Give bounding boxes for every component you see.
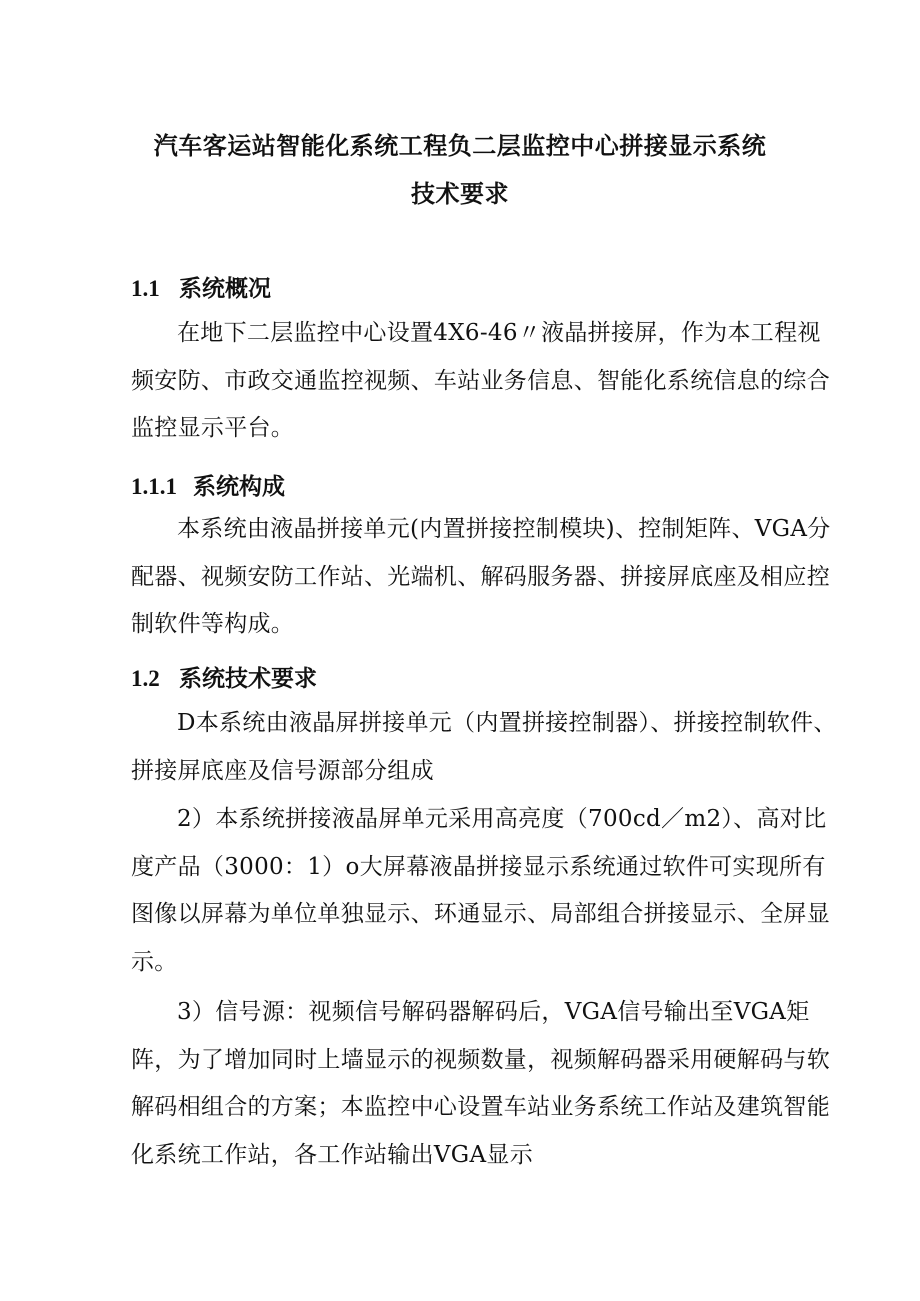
document-subtitle: 技术要求 (411, 180, 509, 208)
section-heading-1-1-1 (131, 468, 285, 501)
section-heading-1-2 (131, 660, 317, 693)
section-heading-1-1 (131, 270, 271, 303)
paragraph-system-composition: 本系统由液晶拼接单元(内置拼接控制模块)、控制矩阵、VGA分配器、视频安防工作站、光端机、解码服务器、拼接屏底座及相应控制软件等构成。 (131, 516, 831, 637)
requirement-item-3: 3）信号源：视频信号解码器解码后，VGA信号输出至VGA矩阵，为了增加同时上墙显示的视频数量，视频解码器采用硬解码与软解码相组合的方案；本监控中心设置车站业务系统工作站及建筑智能化系统工作站，各工作站输出VGA显示 (131, 999, 830, 1168)
section-number: 1.2 (131, 666, 160, 691)
section-heading-text: 系统概况 (179, 276, 271, 302)
section-heading-text: 系统构成 (193, 474, 285, 500)
requirement-item-1: D本系统由液晶屏拼接单元（内置拼接控制器）、拼接控制软件、拼接屏底座及信号源部分组成 (131, 710, 837, 784)
document-title: 汽车客运站智能化系统工程负二层监控中心拼接显示系统 (153, 132, 767, 160)
section-number: 1.1 (131, 276, 160, 301)
section-number: 1.1.1 (131, 474, 177, 499)
paragraph-system-overview: 在地下二层监控中心设置4X6-46〃液晶拼接屏，作为本工程视频安防、市政交通监控视频、车站业务信息、智能化系统信息的综合监控显示平台。 (131, 320, 830, 441)
requirement-item-2: 2）本系统拼接液晶屏单元采用高亮度（700cd／m2）、高对比度产品（3000：1）o大屏幕液晶拼接显示系统通过软件可实现所有图像以屏幕为单位单独显示、环通显示、局部组合拼接显示、全屏显示。 (131, 806, 830, 975)
section-heading-text: 系统技术要求 (179, 666, 317, 692)
